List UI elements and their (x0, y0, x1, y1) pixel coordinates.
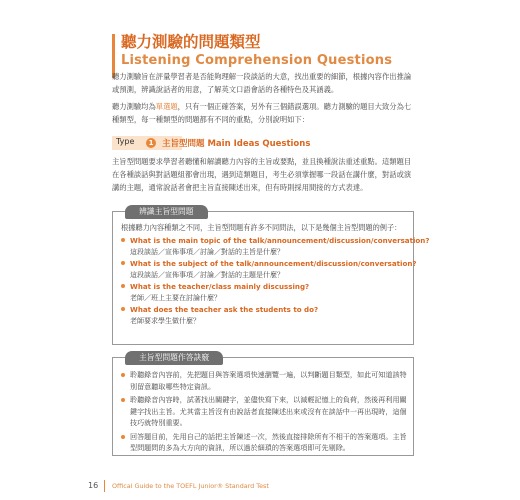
intro-paragraph-1: 聽力測驗旨在評量學習者是否能夠理解一段談話的大意，找出重要的細節，根據內容作出推論或預測，辨識說話者的用意，了解英文口語會話的各種特色及其涵義。 (112, 72, 412, 94)
question-en: What is the teacher/class mainly discussing? (130, 282, 310, 291)
type-description: 主旨型問題要求學習者聽懂和解讀聽力內容的主旨或要點，並且換種說法重述重點。這類題目在各種談話與對話題組都會出現，遇到這類題目，考生必須掌握哪一段話在講什麼，對話或演講的主題，通常說話者會把主旨直接陳述出來，但有時則採用間接的方式表達。 (112, 157, 412, 192)
question-zh: 老師要求學生做什麼？ (130, 317, 200, 325)
footer-title: Offical Guide to the TOEFL Junior® Standard Test (112, 482, 269, 490)
tip-text: 回答題目前，先用自己的話把主旨陳述一次，然後直接排除所有不相干的答案選項。主旨型問題問的多為大方向的資訊，所以過於細瑣的答案選項即可先剔除。 (130, 431, 407, 452)
type-title: 主旨型問題 Main Ideas Questions (162, 139, 311, 149)
question-en: What is the main topic of the talk/announcement/discussion/conversation? (130, 236, 430, 245)
bullet-icon (121, 261, 125, 265)
intro-paragraph-2 (112, 100, 412, 126)
question-en: What does the teacher ask the students to do? (130, 305, 319, 314)
question-zh: 老師／班上主要在討論什麼？ (130, 294, 221, 302)
bullet-icon (121, 238, 125, 242)
box-tab-tips: 主旨型問題作答訣竅 (125, 351, 223, 365)
tip-text: 聆聽錄音內容時，試著找出關鍵字，並儘快寫下來，以減輕記憶上的負荷，然後再利用關鍵字找出主旨。尤其當主旨沒有由說話者直接陳述出來或沒有在談話中一再出現時，這個技巧就特別重要。 (130, 395, 407, 427)
question-zh: 這段談話／宣佈事項／討論／對話的主題是什麼？ (130, 271, 284, 279)
section-title-zh: 聽力測驗的問題類型 (121, 33, 261, 51)
list-item (121, 431, 407, 454)
identify-questions-box (112, 207, 430, 345)
tips-list (121, 369, 407, 456)
page-number: 16 (88, 481, 99, 490)
list-item (121, 394, 407, 429)
intro-p2-before: 聽力測驗均為 (112, 102, 156, 111)
type-heading (112, 136, 412, 150)
type-word: Type (116, 137, 135, 146)
box-intro: 根據聽力內容種類之不同，主旨型問題有許多不同問法，以下是幾個主旨型問題的例子： (121, 223, 402, 232)
page-footer (88, 480, 520, 494)
question-zh: 這段談話／宣佈事項／討論／對話的主旨是什麼？ (130, 248, 284, 256)
box-tab-identify: 辨識主旨型問題 (125, 205, 208, 219)
answer-tips-box (112, 353, 414, 456)
bullet-icon (121, 307, 125, 311)
footer-divider (104, 480, 105, 492)
tip-text: 聆聽錄音內容前，先把題目與答案選項快速瀏覽一遍，以判斷題目類型，如此可知道該特別留意聽取哪些特定資訊。 (130, 370, 407, 391)
list-item (121, 369, 407, 392)
intro-p2-highlight: 單選題 (155, 102, 178, 111)
section-title-en: Listening Comprehension Questions (121, 53, 393, 68)
bullet-icon (121, 284, 125, 288)
question-en: What is the subject of the talk/announcement/discussion/conversation? (130, 259, 417, 268)
intro-p2-after: ，只有一個正確答案，另外有三個錯誤選項。聽力測驗的題目大致分為七種類型，每一種類型的問題都有不同的重點，分別說明如下： (112, 102, 412, 124)
bullet-icon (121, 373, 125, 377)
bullet-icon (121, 435, 125, 439)
bullet-icon (121, 398, 125, 402)
type-number-badge: 1 (146, 138, 156, 148)
